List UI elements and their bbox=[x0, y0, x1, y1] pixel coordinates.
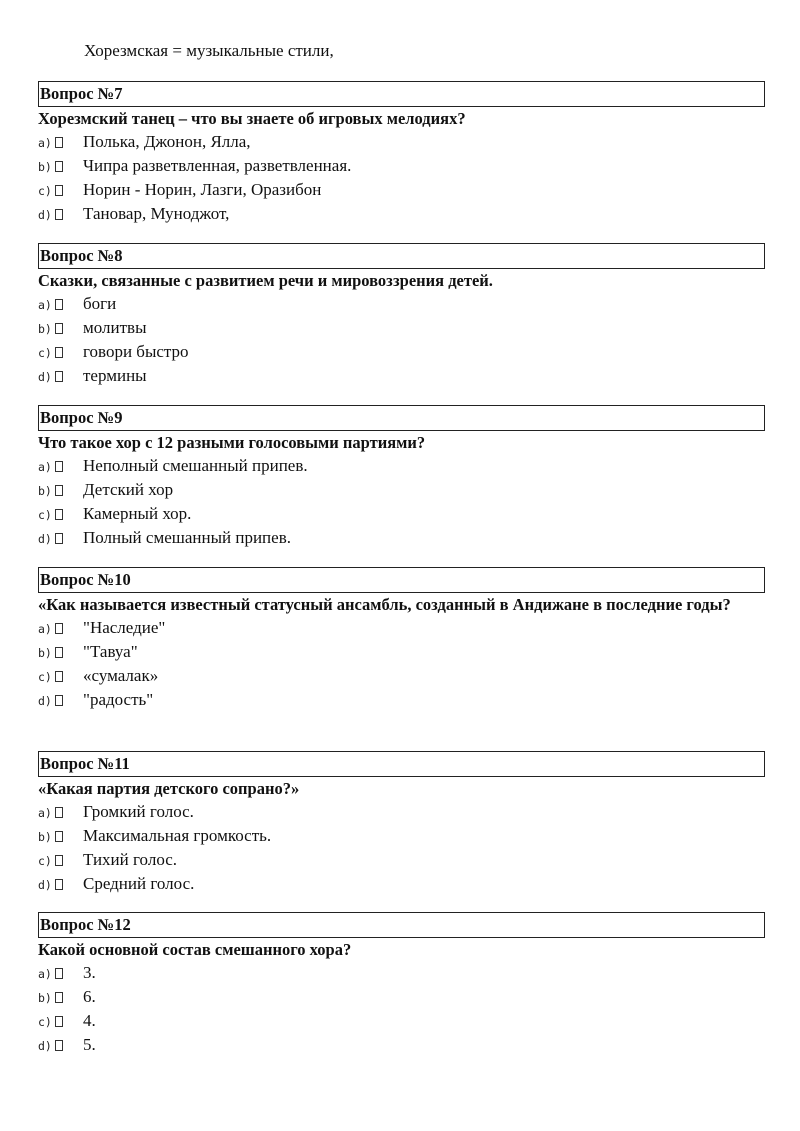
option-letter: b) bbox=[38, 160, 52, 174]
question-block bbox=[38, 405, 765, 550]
question-block bbox=[38, 81, 765, 226]
question-text: Какой основной состав смешанного хора? bbox=[38, 940, 352, 959]
question-header: Вопрос №7 bbox=[38, 81, 765, 107]
checkbox-icon[interactable] bbox=[55, 831, 63, 842]
option-text: Неполный смешанный припев. bbox=[83, 456, 308, 475]
option-letter: d) bbox=[38, 1039, 52, 1053]
option-text: Детский хор bbox=[83, 480, 174, 499]
checkbox-icon[interactable] bbox=[55, 509, 63, 520]
answer-option[interactable] bbox=[38, 640, 765, 664]
question-block bbox=[38, 243, 765, 388]
answer-option[interactable] bbox=[38, 1033, 765, 1057]
option-text: боги bbox=[83, 294, 117, 313]
answer-option[interactable] bbox=[38, 292, 765, 316]
option-text: 4. bbox=[83, 1011, 96, 1030]
answer-option[interactable] bbox=[38, 130, 765, 154]
question-block bbox=[38, 912, 765, 1057]
question-header: Вопрос №12 bbox=[38, 912, 765, 938]
option-text: Полный смешанный припев. bbox=[83, 528, 291, 547]
checkbox-icon[interactable] bbox=[55, 1016, 63, 1027]
checkbox-icon[interactable] bbox=[55, 461, 63, 472]
checkbox-icon[interactable] bbox=[55, 855, 63, 866]
question-header: Вопрос №9 bbox=[38, 405, 765, 431]
answer-option[interactable] bbox=[38, 848, 765, 872]
answer-option[interactable] bbox=[38, 985, 765, 1009]
question-header: Вопрос №8 bbox=[38, 243, 765, 269]
question-text: Что такое хор с 12 разными голосовыми партиями? bbox=[38, 433, 426, 452]
question-text: «Какая партия детского сопрано?» bbox=[38, 779, 300, 798]
checkbox-icon[interactable] bbox=[55, 647, 63, 658]
question-text: Хорезмский танец – что вы знаете об игровых мелодиях? bbox=[38, 109, 466, 128]
option-text: "Тавуа" bbox=[83, 642, 138, 661]
question-text: Сказки, связанные с развитием речи и мировоззрения детей. bbox=[38, 271, 493, 290]
option-letter: c) bbox=[38, 1015, 52, 1029]
option-text: термины bbox=[83, 366, 147, 385]
option-letter: d) bbox=[38, 532, 52, 546]
checkbox-icon[interactable] bbox=[55, 185, 63, 196]
checkbox-icon[interactable] bbox=[55, 161, 63, 172]
option-text: Тихий голос. bbox=[83, 850, 178, 869]
option-text: Тановар, Муноджот, bbox=[83, 204, 230, 223]
option-text: говори быстро bbox=[83, 342, 189, 361]
option-letter: c) bbox=[38, 670, 52, 684]
top-line-text: Хорезмская = музыкальные стили, bbox=[84, 41, 334, 60]
answer-option[interactable] bbox=[38, 961, 765, 985]
option-text: Чипра разветвленная, разветвленная. bbox=[83, 156, 352, 175]
option-letter: d) bbox=[38, 694, 52, 708]
option-letter: d) bbox=[38, 208, 52, 222]
checkbox-icon[interactable] bbox=[55, 968, 63, 979]
option-letter: d) bbox=[38, 878, 52, 892]
answer-option[interactable] bbox=[38, 824, 765, 848]
option-text: "Наследие" bbox=[83, 618, 166, 637]
answer-option[interactable] bbox=[38, 178, 765, 202]
option-letter: a) bbox=[38, 460, 52, 474]
answer-option[interactable] bbox=[38, 1009, 765, 1033]
option-letter: c) bbox=[38, 346, 52, 360]
answer-option[interactable] bbox=[38, 526, 765, 550]
checkbox-icon[interactable] bbox=[55, 695, 63, 706]
checkbox-icon[interactable] bbox=[55, 299, 63, 310]
answer-option[interactable] bbox=[38, 454, 765, 478]
answer-option[interactable] bbox=[38, 800, 765, 824]
option-letter: a) bbox=[38, 298, 52, 312]
answer-option[interactable] bbox=[38, 154, 765, 178]
answer-option[interactable] bbox=[38, 664, 765, 688]
answer-option[interactable] bbox=[38, 872, 765, 896]
answer-option[interactable] bbox=[38, 340, 765, 364]
option-letter: a) bbox=[38, 967, 52, 981]
checkbox-icon[interactable] bbox=[55, 347, 63, 358]
question-header: Вопрос №11 bbox=[38, 751, 765, 777]
option-letter: b) bbox=[38, 484, 52, 498]
option-text: молитвы bbox=[83, 318, 147, 337]
checkbox-icon[interactable] bbox=[55, 879, 63, 890]
option-text: «сумалак» bbox=[83, 666, 159, 685]
answer-option[interactable] bbox=[38, 316, 765, 340]
option-text: "радость" bbox=[83, 690, 154, 709]
option-letter: d) bbox=[38, 370, 52, 384]
option-letter: b) bbox=[38, 830, 52, 844]
question-text: «Как называется известный статусный ансамбль, созданный в Андижане в последние годы? bbox=[38, 595, 731, 614]
option-letter: c) bbox=[38, 184, 52, 198]
checkbox-icon[interactable] bbox=[55, 671, 63, 682]
option-letter: c) bbox=[38, 508, 52, 522]
checkbox-icon[interactable] bbox=[55, 371, 63, 382]
question-block bbox=[38, 751, 765, 896]
option-text: 6. bbox=[83, 987, 96, 1006]
question-header: Вопрос №10 bbox=[38, 567, 765, 593]
option-text: Громкий голос. bbox=[83, 802, 194, 821]
answer-option[interactable] bbox=[38, 478, 765, 502]
option-letter: a) bbox=[38, 622, 52, 636]
option-text: Полька, Джонон, Ялла, bbox=[83, 132, 251, 151]
question-block bbox=[38, 567, 765, 712]
answer-option[interactable] bbox=[38, 502, 765, 526]
checkbox-icon[interactable] bbox=[55, 209, 63, 220]
answer-option[interactable] bbox=[38, 616, 765, 640]
option-text: 3. bbox=[83, 963, 96, 982]
option-letter: b) bbox=[38, 991, 52, 1005]
option-letter: a) bbox=[38, 806, 52, 820]
checkbox-icon[interactable] bbox=[55, 992, 63, 1003]
checkbox-icon[interactable] bbox=[55, 137, 63, 148]
option-text: 5. bbox=[83, 1035, 96, 1054]
checkbox-icon[interactable] bbox=[55, 323, 63, 334]
answer-option[interactable] bbox=[38, 202, 765, 226]
option-text: Норин - Норин, Лазги, Оразибон bbox=[83, 180, 322, 199]
option-letter: c) bbox=[38, 854, 52, 868]
checkbox-icon[interactable] bbox=[55, 807, 63, 818]
checkbox-icon[interactable] bbox=[55, 533, 63, 544]
checkbox-icon[interactable] bbox=[55, 485, 63, 496]
option-text: Максимальная громкость. bbox=[83, 826, 272, 845]
option-text: Камерный хор. bbox=[83, 504, 192, 523]
checkbox-icon[interactable] bbox=[55, 1040, 63, 1051]
option-letter: b) bbox=[38, 646, 52, 660]
checkbox-icon[interactable] bbox=[55, 623, 63, 634]
option-letter: a) bbox=[38, 136, 52, 150]
option-letter: b) bbox=[38, 322, 52, 336]
answer-option[interactable] bbox=[38, 364, 765, 388]
answer-option[interactable] bbox=[38, 688, 765, 712]
option-text: Средний голос. bbox=[83, 874, 195, 893]
